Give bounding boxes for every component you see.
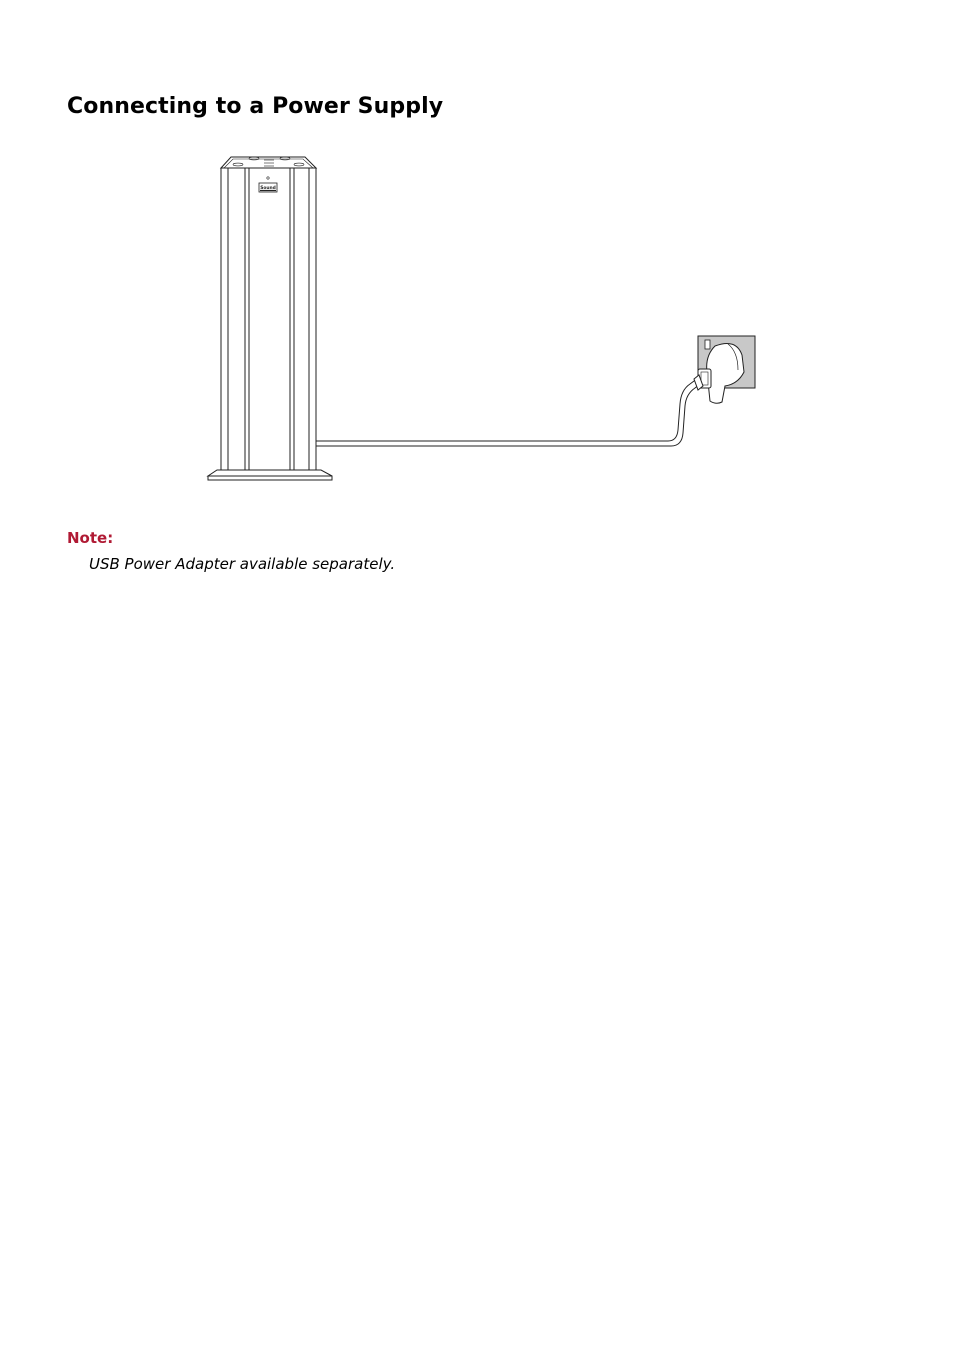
speaker-tower-icon xyxy=(208,157,332,480)
power-cable-icon xyxy=(316,378,701,446)
page-title: Connecting to a Power Supply xyxy=(67,94,444,119)
speaker-logo: Sound xyxy=(260,185,276,191)
note-label: Note: xyxy=(67,529,114,547)
note-text: USB Power Adapter available separately. xyxy=(89,555,396,573)
power-connection-illustration xyxy=(200,150,770,490)
